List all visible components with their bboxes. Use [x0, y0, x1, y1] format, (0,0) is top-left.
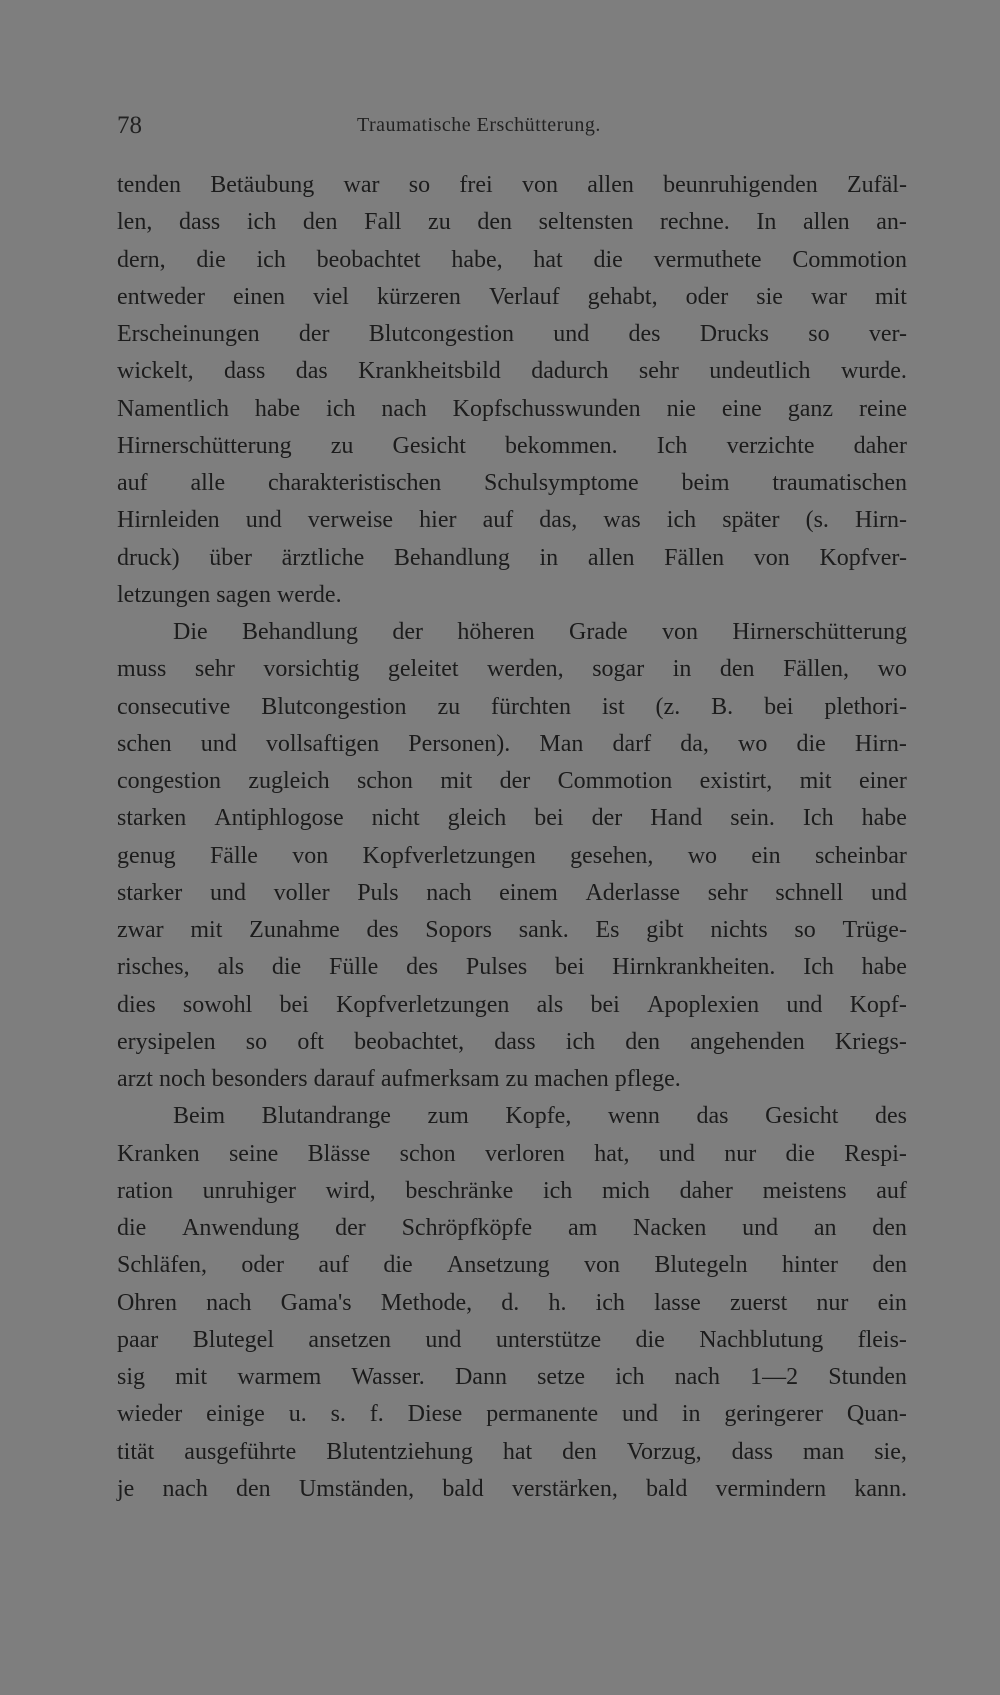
text-line: len, dass ich den Fall zu den seltensten rechne. In allen an- [117, 209, 907, 236]
text-line: wickelt, dass das Krankheitsbild dadurch sehr undeutlich wurde. [117, 358, 907, 385]
text-line: Hirnleiden und verweise hier auf das, was ich später (s. Hirn- [117, 507, 907, 534]
text-line: zwar mit Zunahme des Sopors sank. Es gibt nichts so Trüge- [117, 917, 907, 943]
text-line: consecutive Blutcongestion zu fürchten ist (z. B. bei plethori- [117, 693, 907, 720]
text-line: starker und voller Puls nach einem Aderlasse sehr schnell und [117, 879, 907, 906]
running-header [117, 112, 907, 142]
text-line: Hirnerschütterung zu Gesicht bekommen. Ich verzichte daher [117, 432, 907, 459]
text-line: muss sehr vorsichtig geleitet werden, sogar in den Fällen, wo [117, 656, 907, 683]
text-line: Namentlich habe ich nach Kopfschusswunden nie eine ganz reine [117, 395, 907, 422]
text-line: risches, als die Fülle des Pulses bei Hirnkrankheiten. Ich habe [117, 954, 907, 981]
text-line: arzt noch besonders darauf aufmerksam zu machen pflege. [117, 1066, 681, 1092]
text-line: Schläfen, oder auf die Ansetzung von Blutegeln hinter den [117, 1252, 907, 1279]
text-line: dies sowohl bei Kopfverletzungen als bei Apoplexien und Kopf- [117, 991, 907, 1018]
text-line: starken Antiphlogose nicht gleich bei der Hand sein. Ich habe [117, 805, 907, 832]
text-line: Erscheinungen der Blutcongestion und des Drucks so ver- [117, 321, 907, 347]
text-line: genug Fälle von Kopfverletzungen gesehen, wo ein scheinbar [117, 842, 907, 869]
text-line: auf alle charakteristischen Schulsymptome beim traumatischen [117, 470, 907, 496]
text-line: letzungen sagen werde. [117, 581, 342, 608]
text-line: congestion zugleich schon mit der Commotion existirt, mit einer [117, 768, 907, 794]
text-line: schen und vollsaftigen Personen). Man darf da, wo die Hirn- [117, 730, 907, 757]
text-line: entweder einen viel kürzeren Verlauf gehabt, oder sie war mit [117, 283, 907, 310]
text-line: sig mit warmem Wasser. Dann setze ich nach 1—2 Stunden [117, 1364, 907, 1390]
text-line: Beim Blutandrange zum Kopfe, wenn das Gesicht des [173, 1103, 907, 1130]
text-line: Ohren nach Gama's Methode, d. h. ich lasse zuerst nur ein [117, 1289, 907, 1316]
text-line: druck) über ärztliche Behandlung in allen Fällen von Kopfver- [117, 544, 907, 571]
text-line: die Anwendung der Schröpfköpfe am Nacken und an den [117, 1215, 907, 1241]
text-line: erysipelen so oft beobachtet, dass ich den angehenden Kriegs- [117, 1028, 907, 1055]
text-line: je nach den Umständen, bald verstärken, bald vermindern kann. [117, 1475, 907, 1502]
body-text [117, 167, 907, 1508]
text-line: tenden Betäubung war so frei von allen beunruhigenden Zufäl- [117, 172, 907, 198]
text-line: Die Behandlung der höheren Grade von Hirnerschütterung [173, 619, 907, 645]
text-line: wieder einige u. s. f. Diese permanente und in geringerer Quan- [117, 1401, 907, 1428]
text-line: tität ausgeführte Blutentziehung hat den Vorzug, dass man sie, [117, 1438, 907, 1465]
text-line: Kranken seine Blässe schon verloren hat, und nur die Respi- [117, 1140, 907, 1167]
text-line: ration unruhiger wird, beschränke ich mich daher meistens auf [117, 1177, 907, 1204]
running-title: Traumatische Erschütterung. [357, 114, 601, 136]
text-line: paar Blutegel ansetzen und unterstütze die Nachblutung fleis- [117, 1326, 907, 1353]
page-number: 78 [117, 112, 142, 139]
text-line: dern, die ich beobachtet habe, hat die vermuthete Commotion [117, 246, 907, 273]
